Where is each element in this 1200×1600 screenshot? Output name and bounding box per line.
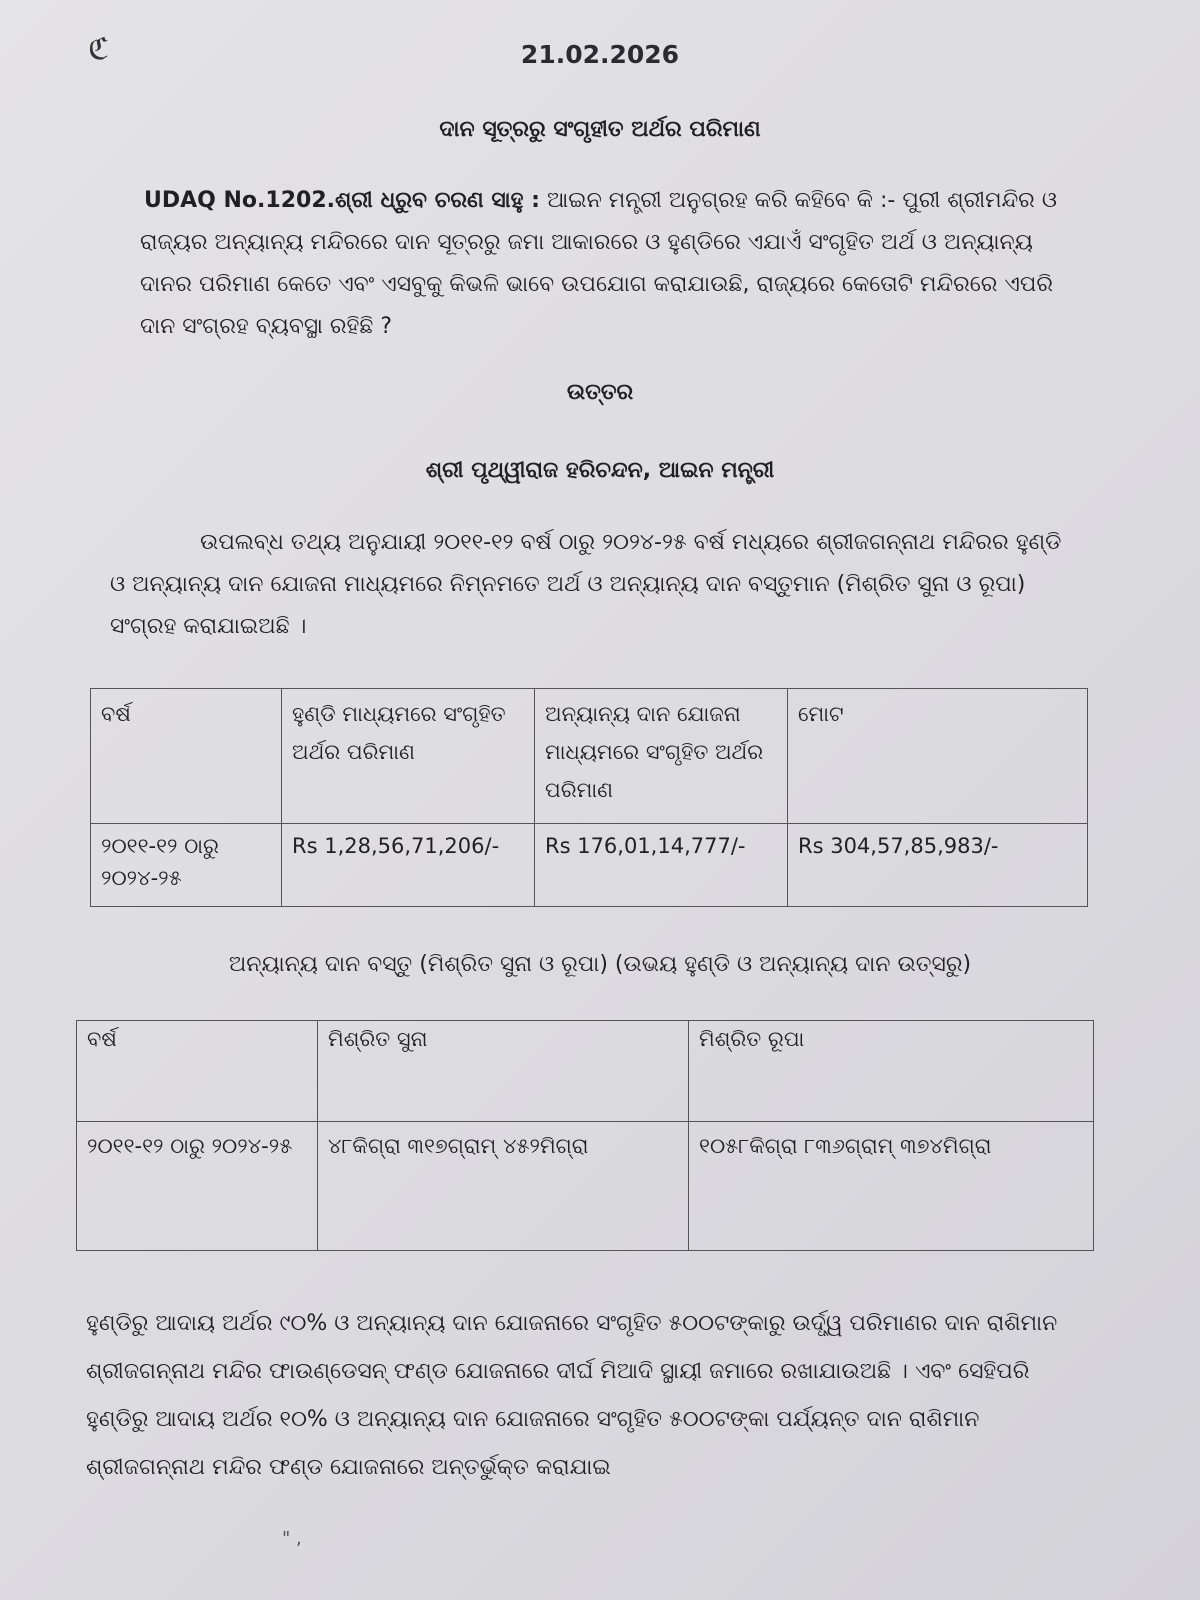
gold-silver-table <box>76 1020 1094 1251</box>
table-header-cell: ବର୍ଷ <box>91 689 282 824</box>
table-header-cell: ମିଶ୍ରିତ ରୂପା <box>689 1021 1094 1122</box>
table-cell: ୨୦୧୧-୧୨ ଠାରୁ ୨୦୨୪-୨୫ <box>77 1122 318 1251</box>
document-date: 21.02.2026 <box>520 40 680 69</box>
table-header-cell: ମିଶ୍ରିତ ସୁନା <box>318 1021 689 1122</box>
table-cell: ୪୮କିଗ୍ରା ୩୧୭ଗ୍ରାମ୍ ୪୫୨ମିଗ୍ରା <box>318 1122 689 1251</box>
table-row <box>91 824 1088 907</box>
table-header-cell: ବର୍ଷ <box>77 1021 318 1122</box>
corner-mark: ℭ <box>88 32 110 67</box>
table-cell: Rs 176,01,14,777/- <box>535 824 788 907</box>
answer-paragraph-1: ଉପଲବ୍ଧ ତଥ୍ୟ ଅନୁଯାୟୀ ୨୦୧୧-୧୨ ବର୍ଷ ଠାରୁ ୨୦୨୪-୨୫ ବର୍ଷ ମଧ୍ୟରେ ଶ୍ରୀଜଗନ୍ନାଥ ମନ୍ଦିରର ହୁଣ୍ଡି ଓ ଅନ୍ୟାନ୍ୟ ଦାନ ଯୋଜନା ମାଧ୍ୟମରେ ନିମ୍ନମତେ ଅର୍ଥ ଓ ଅନ୍ୟାନ୍ୟ ଦାନ ବସ୍ତୁମାନ (ମିଶ୍ରିତ ସୁନା ଓ ରୂପା) ସଂଗ୍ରହ କରାଯାଇଅଛି । <box>110 530 1062 639</box>
table-cell: Rs 1,28,56,71,206/- <box>282 824 535 907</box>
question-text: ଆଇନ ମନ୍ତ୍ରୀ ଅନୁଗ୍ରହ କରି କହିବେ କି :- ପୁରୀ ଶ୍ରୀମନ୍ଦିର ଓ ରାଜ୍ୟର ଅନ୍ୟାନ୍ୟ ମନ୍ଦିରରେ ଦାନ ସୂତ୍ରରୁ ଜମା ଆକାରରେ ଓ ହୁଣ୍ଡିରେ ଏଯାଏଁ ସଂଗୃହିତ ଅର୍ଥ ଓ ଅନ୍ୟାନ୍ୟ ଦାନର ପରିମାଣ କେତେ ଏବଂ ଏସବୁକୁ କିଭଳି ଭାବେ ଉପଯୋଗ କରାଯାଉଛି, ରାଜ୍ୟରେ କେତୋଟି ମନ୍ଦିରରେ ଏପରି ଦାନ ସଂଗ୍ରହ ବ୍ୟବସ୍ଥା ରହିଛି ? <box>140 188 1057 339</box>
table2-caption: ଅନ୍ୟାନ୍ୟ ଦାନ ବସ୍ତୁ (ମିଶ୍ରିତ ସୁନା ଓ ରୂପା) (ଉଭୟ ହୁଣ୍ଡି ଓ ଅନ୍ୟାନ୍ୟ ଦାନ ଉତ୍ସରୁ) <box>228 952 972 977</box>
question-paragraph <box>140 180 1060 348</box>
table-header-cell: ମୋଟ <box>788 689 1088 824</box>
answer-label: ଉତ୍ତର <box>566 380 634 405</box>
table-cell: ୧୦୫୮କିଗ୍ରା ୮୩୬ଗ୍ରାମ୍ ୩୭୪ମିଗ୍ରା <box>689 1122 1094 1251</box>
table-header-cell: ହୁଣ୍ଡି ମାଧ୍ୟମରେ ସଂଗୃହିତ ଅର୍ଥର ପରିମାଣ <box>282 689 535 824</box>
minister-name: ଶ୍ରୀ ପୃଥ୍ୱୀରାଜ ହରିଚନ୍ଦନ, ଆଇନ ମନ୍ତ୍ରୀ <box>425 458 775 483</box>
cash-collection-table <box>90 688 1088 907</box>
table-cell: Rs 304,57,85,983/- <box>788 824 1088 907</box>
ink-specks: " , <box>282 1528 302 1549</box>
table-header-row <box>91 689 1088 824</box>
answer-paragraph-2: ହୁଣ୍ଡିରୁ ଆଦାୟ ଅର୍ଥର ୯୦% ଓ ଅନ୍ୟାନ୍ୟ ଦାନ ଯୋଜନାରେ ସଂଗୃହିତ ୫୦୦ଟଙ୍କାରୁ ଉର୍ଦ୍ଧ୍ୱ ପରିମାଣର ଦାନ ରାଶିମାନ ଶ୍ରୀଜଗନ୍ନାଥ ମନ୍ଦିର ଫାଉଣ୍ଡେସନ୍ ଫଣ୍ଡ ଯୋଜନାରେ ଦୀର୍ଘ ମିଆଦି ସ୍ଥାୟୀ ଜମାରେ ରଖାଯାଉଅଛି । ଏବଂ ସେହିପରି ହୁଣ୍ଡିରୁ ଆଦାୟ ଅର୍ଥର ୧୦% ଓ ଅନ୍ୟାନ୍ୟ ଦାନ ଯୋଜନାରେ ସଂଗୃହିତ ୫୦୦ଟଙ୍କା ପର୍ଯ୍ୟନ୍ତ ଦାନ ରାଶିମାନ ଶ୍ରୀଜଗନ୍ନାଥ ମନ୍ଦିର ଫଣ୍ଡ ଯୋଜନାରେ ଅନ୍ତର୍ଭୁକ୍ତ କରାଯାଇ <box>86 1311 1058 1480</box>
table-header-cell: ଅନ୍ୟାନ୍ୟ ଦାନ ଯୋଜନା ମାଧ୍ୟମରେ ସଂଗୃହିତ ଅର୍ଥର ପରିମାଣ <box>535 689 788 824</box>
question-number: UDAQ No.1202.ଶ୍ରୀ ଧ୍ରୁବ ଚରଣ ସାହୁ : <box>144 188 540 213</box>
document-subject: ଦାନ ସୂତ୍ରରୁ ସଂଗୃହୀତ ଅର୍ଥର ପରିମାଣ <box>439 117 761 142</box>
table-cell: ୨୦୧୧-୧୨ ଠାରୁ ୨୦୨୪-୨୫ <box>91 824 282 907</box>
table-row <box>77 1122 1094 1251</box>
table-header-row <box>77 1021 1094 1122</box>
